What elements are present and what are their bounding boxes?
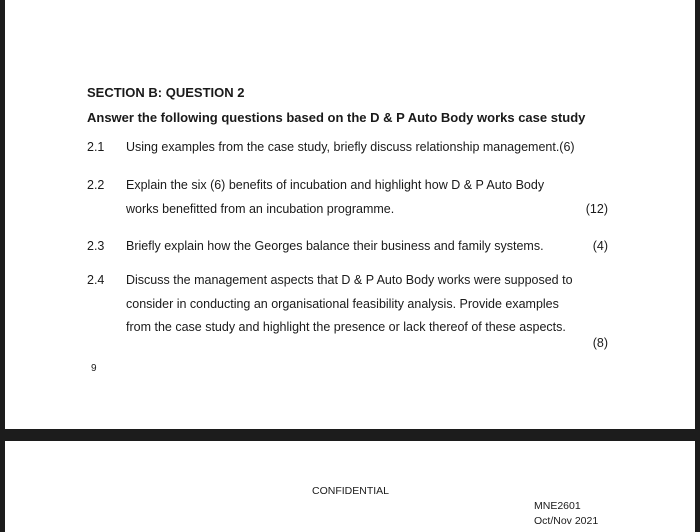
instruction-text: Answer the following questions based on the D & P Auto Body works case study [87,110,586,125]
confidential-label: CONFIDENTIAL [312,485,390,497]
question-text-line: Briefly explain how the Georges balance their business and family systems. [126,239,544,253]
section-title: SECTION B: QUESTION 2 [87,85,245,100]
exam-period: Oct/Nov 2021 [534,515,599,527]
question-marks: (12) [585,202,608,216]
question-marks: (8) [592,336,608,350]
question-text-line: consider in conducting an organisational feasibility analysis. Provide examples [126,297,559,311]
module-code: MNE2601 [534,500,581,512]
question-marks: (4) [592,239,608,253]
question-number: 2.3 [87,239,105,253]
question-number: 2.4 [87,273,105,287]
question-text-line: from the case study and highlight the presence or lack thereof of these aspects. [126,320,566,334]
question-text-line: works benefitted from an incubation programme. [126,202,395,216]
question-text-line: Using examples from the case study, briefly discuss relationship management.(6) [126,140,575,154]
question-text-line: Discuss the management aspects that D & P Auto Body works were supposed to [126,273,573,287]
exam-page-bottom [5,441,695,532]
question-text-line: Explain the six (6) benefits of incubation and highlight how D & P Auto Body [126,178,545,192]
exam-page-top [5,0,695,429]
page-number: 9 [91,363,97,374]
question-number: 2.2 [87,178,105,192]
question-number: 2.1 [87,140,105,154]
